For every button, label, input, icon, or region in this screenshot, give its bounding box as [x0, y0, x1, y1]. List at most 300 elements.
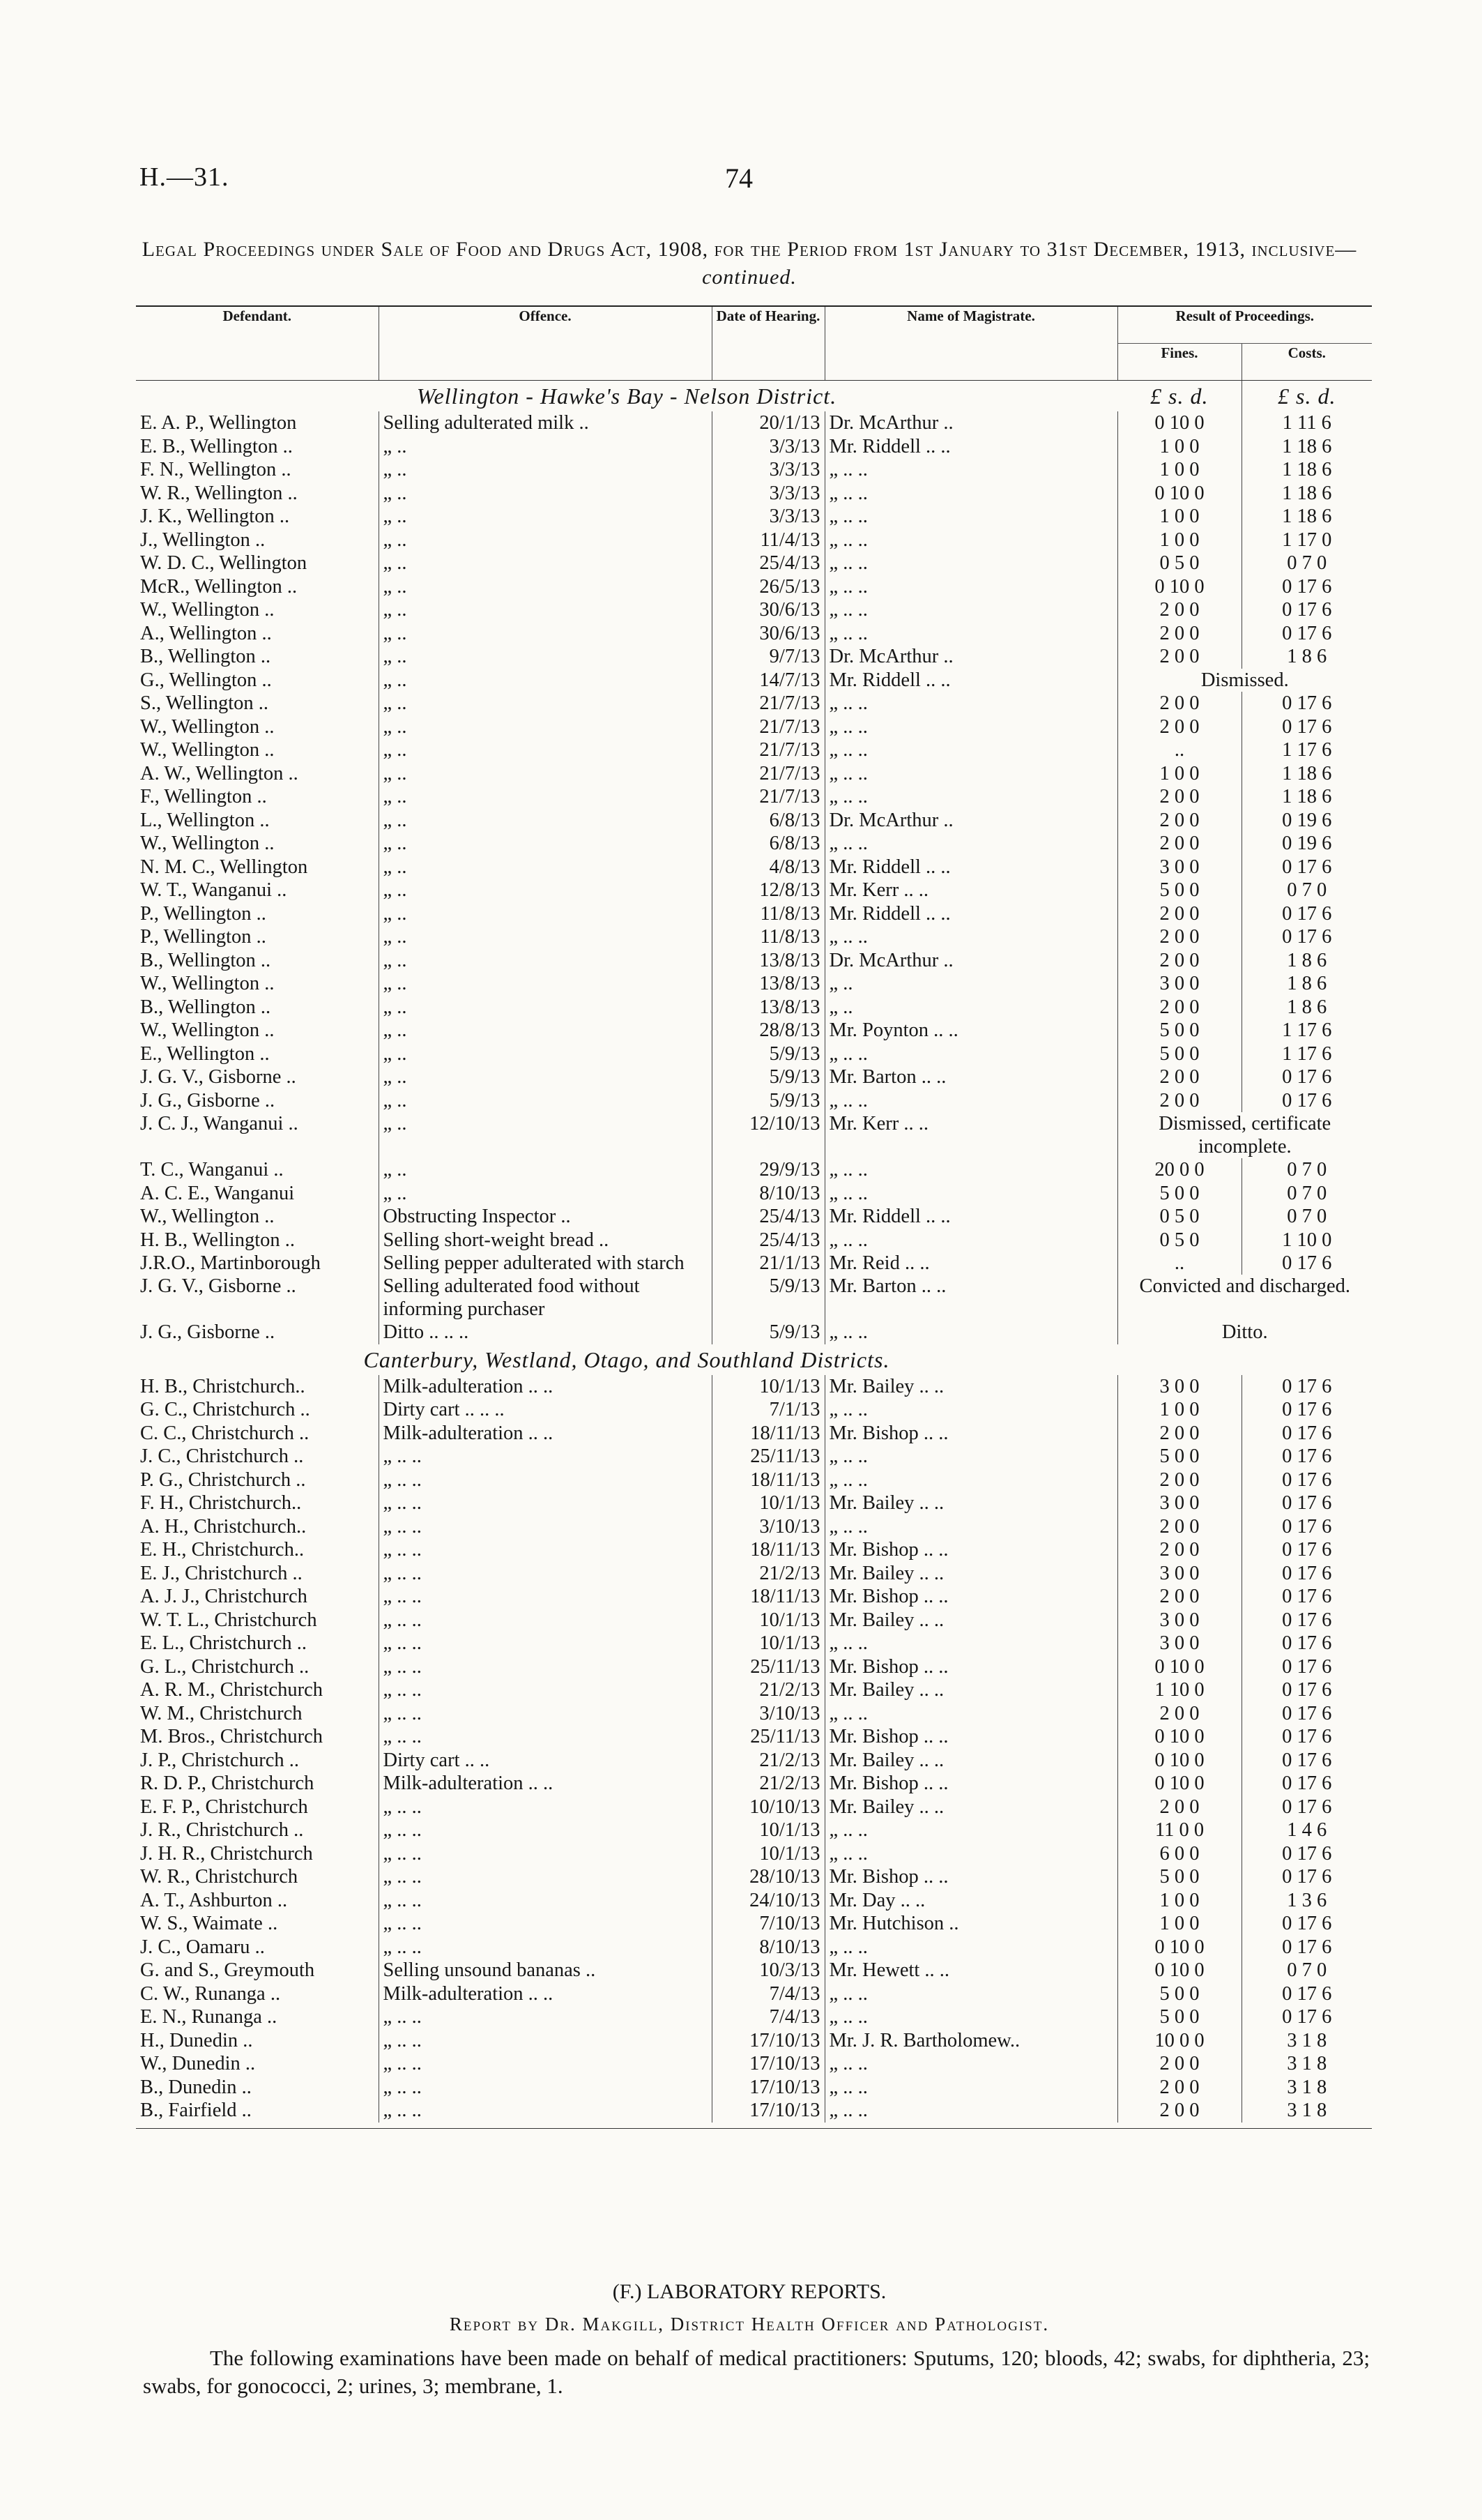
fines-cell: 3 0 0 — [1117, 1632, 1242, 1655]
fines-cell: 10 0 0 — [1117, 2029, 1242, 2053]
defendant-cell: W. T., Wanganui .. — [136, 879, 379, 902]
magistrate-cell: „ .. .. — [825, 738, 1117, 762]
table-row — [136, 1042, 1372, 1066]
offence-cell: Milk-adulteration .. .. — [379, 1772, 712, 1796]
costs-cell: 0 17 6 — [1282, 1562, 1332, 1584]
fines-cell: 2 0 0 — [1117, 1702, 1242, 1726]
costs-cell: 0 17 6 — [1282, 1539, 1332, 1561]
fines-cell: 1 0 0 — [1117, 1912, 1242, 1936]
offence-cell: „ .. — [379, 785, 712, 809]
defendant-cell: J. R., Christchurch .. — [136, 1819, 379, 1842]
costs-cell: 0 17 6 — [1282, 1586, 1332, 1607]
offence-cell: „ .. — [379, 949, 712, 973]
costs-cell: 0 17 6 — [1282, 1982, 1332, 2005]
offence-cell: „ .. .. — [379, 1468, 712, 1492]
region-heading-row — [136, 1344, 1372, 1375]
magistrate-cell: „ .. .. — [825, 1842, 1117, 1866]
offence-cell: „ .. — [379, 832, 712, 856]
magistrate-cell: „ .. .. — [825, 1468, 1117, 1492]
date-cell: 9/7/13 — [712, 645, 825, 669]
table-row — [136, 1796, 1372, 1819]
fines-cell: 2 0 0 — [1117, 785, 1242, 809]
costs-cell: 1 17 6 — [1282, 1019, 1332, 1041]
table-row — [136, 1375, 1372, 1399]
defendant-cell: J. C., Oamaru .. — [136, 1936, 379, 1959]
costs-cell: 1 18 6 — [1282, 506, 1332, 527]
table-row — [136, 1398, 1372, 1422]
report-code: H.—31. — [139, 162, 229, 192]
offence-cell: „ .. .. — [379, 1632, 712, 1655]
date-cell: 7/10/13 — [712, 1912, 825, 1936]
fines-cell: 2 0 0 — [1117, 622, 1242, 646]
table-row — [136, 1422, 1372, 1445]
date-cell: 13/8/13 — [712, 972, 825, 996]
costs-cell: 0 17 6 — [1282, 575, 1332, 598]
fines-cell: 2 0 0 — [1117, 1538, 1242, 1562]
costs-cell: 0 17 6 — [1282, 1468, 1332, 1491]
date-cell: 12/8/13 — [712, 879, 825, 902]
offence-cell: „ .. .. — [379, 2052, 712, 2076]
table-row — [136, 458, 1372, 482]
defendant-cell: M. Bros., Christchurch — [136, 1725, 379, 1749]
defendant-cell: B., Wellington .. — [136, 996, 379, 1019]
defendant-cell: E. J., Christchurch .. — [136, 1562, 379, 1586]
date-cell: 28/8/13 — [712, 1019, 825, 1042]
date-cell: 5/9/13 — [712, 1042, 825, 1066]
defendant-cell: W. R., Wellington .. — [136, 482, 379, 506]
defendant-cell: W., Wellington .. — [136, 738, 379, 762]
date-cell: 21/7/13 — [712, 692, 825, 715]
offence-cell: „ .. .. — [379, 1796, 712, 1819]
date-cell: 25/4/13 — [712, 1229, 825, 1252]
fines-cell: 0 10 0 — [1117, 1936, 1242, 1959]
offence-cell: „ .. — [379, 715, 712, 739]
magistrate-cell: „ .. .. — [825, 1632, 1117, 1655]
date-cell: 25/11/13 — [712, 1445, 825, 1468]
offence-cell: „ .. .. — [379, 1678, 712, 1702]
costs-cell: 0 17 6 — [1282, 1842, 1332, 1865]
defendant-cell: E. L., Christchurch .. — [136, 1632, 379, 1655]
table-row — [136, 1019, 1372, 1042]
costs-cell: 0 17 6 — [1282, 1422, 1332, 1444]
fines-cell: 2 0 0 — [1117, 832, 1242, 856]
magistrate-cell: „ .. .. — [825, 785, 1117, 809]
date-cell: 25/4/13 — [712, 1205, 825, 1229]
fines-cell: 1 0 0 — [1117, 505, 1242, 529]
table-row — [136, 879, 1372, 902]
offence-cell: „ .. — [379, 622, 712, 646]
table-row — [136, 1205, 1372, 1229]
costs-cell: 0 17 6 — [1282, 1702, 1332, 1724]
magistrate-cell: „ .. .. — [825, 1982, 1117, 2006]
fines-cell: 5 0 0 — [1117, 1445, 1242, 1468]
table-row — [136, 1912, 1372, 1936]
col-costs: Costs. — [1242, 344, 1372, 381]
table-row — [136, 1655, 1372, 1679]
fines-cell: 5 0 0 — [1117, 1865, 1242, 1889]
table-row — [136, 809, 1372, 833]
region-heading: Canterbury, Westland, Otago, and Southland Districts. — [363, 1346, 890, 1372]
magistrate-cell: Mr. Bailey .. .. — [825, 1562, 1117, 1586]
costs-cell: 0 7 0 — [1287, 879, 1327, 901]
offence-cell: Selling short-weight bread .. — [379, 1229, 712, 1252]
date-cell: 28/10/13 — [712, 1865, 825, 1889]
date-cell: 17/10/13 — [712, 2099, 825, 2123]
magistrate-cell: Mr. J. R. Bartholomew.. — [825, 2029, 1117, 2053]
costs-cell: 1 11 6 — [1282, 412, 1331, 434]
fines-cell: 2 0 0 — [1117, 598, 1242, 622]
date-cell: 18/11/13 — [712, 1538, 825, 1562]
date-cell: 18/11/13 — [712, 1585, 825, 1609]
fines-cell: 5 0 0 — [1117, 2005, 1242, 2029]
costs-cell: 0 17 6 — [1282, 1726, 1332, 1747]
fines-cell: .. — [1117, 738, 1242, 762]
defendant-cell: W., Wellington .. — [136, 972, 379, 996]
table-row — [136, 669, 1372, 692]
offence-cell: „ .. .. — [379, 1702, 712, 1726]
table-row — [136, 1632, 1372, 1655]
date-cell: 6/8/13 — [712, 832, 825, 856]
offence-cell: Dirty cart .. .. — [379, 1749, 712, 1773]
offence-cell: „ .. — [379, 738, 712, 762]
date-cell: 7/1/13 — [712, 1398, 825, 1422]
defendant-cell: H. B., Christchurch.. — [136, 1375, 379, 1399]
defendant-cell: J. G., Gisborne .. — [136, 1089, 379, 1113]
costs-cell: 1 3 6 — [1287, 1889, 1327, 1911]
costs-unit: £ s. d. — [1278, 384, 1336, 409]
costs-cell: 0 17 6 — [1282, 926, 1332, 948]
offence-cell: „ .. — [379, 529, 712, 552]
fines-cell: 0 10 0 — [1117, 1959, 1242, 1982]
date-cell: 5/9/13 — [712, 1321, 825, 1344]
costs-cell: 1 17 6 — [1282, 1042, 1332, 1065]
date-cell: 21/2/13 — [712, 1749, 825, 1773]
magistrate-cell: Mr. Riddell .. .. — [825, 856, 1117, 879]
table-row — [136, 1321, 1372, 1344]
table-row — [136, 949, 1372, 973]
date-cell: 6/8/13 — [712, 809, 825, 833]
defendant-cell: W. R., Christchurch — [136, 1865, 379, 1889]
table-row — [136, 2052, 1372, 2076]
costs-cell: 3 1 8 — [1287, 2029, 1327, 2051]
offence-cell: „ .. — [379, 879, 712, 902]
magistrate-cell: „ .. .. — [825, 1936, 1117, 1959]
table-row — [136, 1982, 1372, 2006]
table-row — [136, 996, 1372, 1019]
offence-cell: Selling adulterated milk .. — [379, 411, 712, 435]
magistrate-cell: „ .. .. — [825, 1819, 1117, 1842]
offence-cell: „ .. .. — [379, 2099, 712, 2123]
date-cell: 5/9/13 — [712, 1065, 825, 1089]
magistrate-cell: „ .. .. — [825, 2099, 1117, 2123]
fines-cell: 2 0 0 — [1117, 1585, 1242, 1609]
costs-cell: 0 7 0 — [1287, 1159, 1327, 1181]
fines-cell: 3 0 0 — [1117, 1609, 1242, 1632]
magistrate-cell: Mr. Riddell .. .. — [825, 1205, 1117, 1229]
magistrate-cell: Mr. Riddell .. .. — [825, 435, 1117, 459]
fines-cell: 6 0 0 — [1117, 1842, 1242, 1866]
defendant-cell: T. C., Wanganui .. — [136, 1158, 379, 1182]
table-row — [136, 925, 1372, 949]
offence-cell: „ .. — [379, 552, 712, 575]
table-row — [136, 1229, 1372, 1252]
costs-cell: 0 17 6 — [1282, 1632, 1332, 1654]
offence-cell: „ .. — [379, 972, 712, 996]
defendant-cell: F. H., Christchurch.. — [136, 1491, 379, 1515]
lab-subheading: Report by Dr. Makgill, District Health Officer and Pathologist. — [449, 2314, 1050, 2335]
defendant-cell: J., Wellington .. — [136, 529, 379, 552]
magistrate-cell: Mr. Bailey .. .. — [825, 1375, 1117, 1399]
date-cell: 25/11/13 — [712, 1655, 825, 1679]
defendant-cell: B., Wellington .. — [136, 949, 379, 973]
date-cell: 17/10/13 — [712, 2052, 825, 2076]
defendant-cell: B., Fairfield .. — [136, 2099, 379, 2123]
col-fines: Fines. — [1117, 344, 1242, 381]
table-row — [136, 1491, 1372, 1515]
date-cell: 7/4/13 — [712, 2005, 825, 2029]
costs-cell: 0 17 6 — [1282, 1936, 1332, 1958]
defendant-cell: J. G. V., Gisborne .. — [136, 1275, 379, 1321]
magistrate-cell: „ .. .. — [825, 598, 1117, 622]
result-merged-cell: Convicted and discharged. — [1139, 1275, 1351, 1297]
offence-cell: Ditto .. .. .. — [379, 1321, 712, 1344]
table-row — [136, 1725, 1372, 1749]
fines-cell: 1 0 0 — [1117, 435, 1242, 459]
date-cell: 10/1/13 — [712, 1491, 825, 1515]
magistrate-cell: „ .. .. — [825, 1042, 1117, 1066]
defendant-cell: E., Wellington .. — [136, 1042, 379, 1066]
fines-unit: £ s. d. — [1117, 381, 1242, 412]
date-cell: 8/10/13 — [712, 1936, 825, 1959]
defendant-cell: E. F. P., Christchurch — [136, 1796, 379, 1819]
magistrate-cell: Mr. Bishop .. .. — [825, 1655, 1117, 1679]
magistrate-cell: „ .. .. — [825, 2052, 1117, 2076]
magistrate-cell: Mr. Bailey .. .. — [825, 1491, 1117, 1515]
table-row — [136, 1819, 1372, 1842]
defendant-cell: J. G. V., Gisborne .. — [136, 1065, 379, 1089]
fines-cell: 1 10 0 — [1117, 1678, 1242, 1702]
table-row — [136, 2076, 1372, 2100]
defendant-cell: G. L., Christchurch .. — [136, 1655, 379, 1679]
offence-cell: „ .. .. — [379, 1725, 712, 1749]
costs-cell: 0 7 0 — [1287, 1206, 1327, 1227]
magistrate-cell: „ .. .. — [825, 762, 1117, 786]
offence-cell: „ .. — [379, 762, 712, 786]
fines-cell: 0 10 0 — [1117, 411, 1242, 435]
offence-cell: „ .. .. — [379, 1491, 712, 1515]
costs-cell: 1 17 0 — [1282, 529, 1332, 551]
date-cell: 25/4/13 — [712, 552, 825, 575]
date-cell: 20/1/13 — [712, 411, 825, 435]
offence-cell: Milk-adulteration .. .. — [379, 1422, 712, 1445]
region-heading: Wellington - Hawke's Bay - Nelson District. — [416, 384, 837, 409]
table-row — [136, 762, 1372, 786]
defendant-cell: A. R. M., Christchurch — [136, 1678, 379, 1702]
table-row — [136, 1936, 1372, 1959]
defendant-cell: A., Wellington .. — [136, 622, 379, 646]
offence-cell: „ .. — [379, 856, 712, 879]
fines-cell: 3 0 0 — [1117, 1491, 1242, 1515]
magistrate-cell: „ .. — [825, 972, 1117, 996]
defendant-cell: W., Wellington .. — [136, 1205, 379, 1229]
defendant-cell: A. J. J., Christchurch — [136, 1585, 379, 1609]
magistrate-cell: „ .. .. — [825, 505, 1117, 529]
magistrate-cell: „ .. .. — [825, 622, 1117, 646]
table-row — [136, 529, 1372, 552]
defendant-cell: W. S., Waimate .. — [136, 1912, 379, 1936]
lab-paragraph: The following examinations have been made on behalf of medical practitioners: Sputums, 120; bloods, 42; swabs, for diphtheria, 23; swabs, for gonococci, 2; urines, 3; membrane, 1. — [143, 2346, 1370, 2398]
date-cell: 13/8/13 — [712, 949, 825, 973]
costs-cell: 0 17 6 — [1282, 1399, 1332, 1420]
table-row — [136, 622, 1372, 646]
table-row — [136, 972, 1372, 996]
fines-cell: 20 0 0 — [1117, 1158, 1242, 1182]
table-row — [136, 1702, 1372, 1726]
magistrate-cell: Dr. McArthur .. — [825, 411, 1117, 435]
magistrate-cell: „ .. .. — [825, 458, 1117, 482]
defendant-cell: B., Wellington .. — [136, 645, 379, 669]
offence-cell: „ .. — [379, 1065, 712, 1089]
magistrate-cell: „ .. .. — [825, 1321, 1117, 1344]
defendant-cell: W., Dunedin .. — [136, 2052, 379, 2076]
table-row — [136, 1515, 1372, 1539]
offence-cell: „ .. .. — [379, 1819, 712, 1842]
table-row — [136, 598, 1372, 622]
fines-cell: 3 0 0 — [1117, 1375, 1242, 1399]
table-row — [136, 1252, 1372, 1275]
fines-cell: 2 0 0 — [1117, 809, 1242, 833]
defendant-cell: G. C., Christchurch .. — [136, 1398, 379, 1422]
date-cell: 30/6/13 — [712, 598, 825, 622]
magistrate-cell: Dr. McArthur .. — [825, 949, 1117, 973]
table-row — [136, 1772, 1372, 1796]
costs-cell: 0 17 6 — [1282, 856, 1332, 878]
costs-cell: 1 8 6 — [1287, 996, 1327, 1018]
date-cell: 17/10/13 — [712, 2076, 825, 2100]
magistrate-cell: Mr. Bishop .. .. — [825, 1772, 1117, 1796]
table-row — [136, 1275, 1372, 1321]
date-cell: 21/7/13 — [712, 762, 825, 786]
fines-cell: 2 0 0 — [1117, 645, 1242, 669]
magistrate-cell: Mr. Riddell .. .. — [825, 669, 1117, 692]
table-row — [136, 1609, 1372, 1632]
defendant-cell: L., Wellington .. — [136, 809, 379, 833]
defendant-cell: A. T., Ashburton .. — [136, 1889, 379, 1913]
table-row — [136, 505, 1372, 529]
costs-cell: 1 8 6 — [1287, 949, 1327, 971]
defendant-cell: E. B., Wellington .. — [136, 435, 379, 459]
costs-cell: 0 17 6 — [1282, 1773, 1332, 1794]
offence-cell: Obstructing Inspector .. — [379, 1205, 712, 1229]
table-row — [136, 482, 1372, 506]
offence-cell: „ .. — [379, 1112, 712, 1158]
fines-cell: 0 10 0 — [1117, 1749, 1242, 1773]
offence-cell: „ .. — [379, 458, 712, 482]
date-cell: 21/2/13 — [712, 1678, 825, 1702]
date-cell: 10/10/13 — [712, 1796, 825, 1819]
offence-cell: „ .. — [379, 1158, 712, 1182]
costs-cell: 0 17 6 — [1282, 1515, 1332, 1538]
offence-cell: „ .. — [379, 925, 712, 949]
table-row — [136, 2005, 1372, 2029]
date-cell: 21/7/13 — [712, 715, 825, 739]
date-cell: 3/3/13 — [712, 435, 825, 459]
date-cell: 10/1/13 — [712, 1609, 825, 1632]
date-cell: 3/3/13 — [712, 458, 825, 482]
magistrate-cell: Mr. Poynton .. .. — [825, 1019, 1117, 1042]
offence-cell: „ .. — [379, 482, 712, 506]
magistrate-cell: Mr. Hutchison .. — [825, 1912, 1117, 1936]
offence-cell: Selling unsound bananas .. — [379, 1959, 712, 1982]
fines-cell: 3 0 0 — [1117, 1562, 1242, 1586]
defendant-cell: A. H., Christchurch.. — [136, 1515, 379, 1539]
date-cell: 18/11/13 — [712, 1422, 825, 1445]
fines-cell: 1 0 0 — [1117, 1398, 1242, 1422]
defendant-cell: W. D. C., Wellington — [136, 552, 379, 575]
table-row — [136, 832, 1372, 856]
offence-cell: „ .. — [379, 598, 712, 622]
costs-cell: 0 17 6 — [1282, 1866, 1332, 1888]
region-heading-row — [136, 381, 1372, 412]
table-row — [136, 645, 1372, 669]
magistrate-cell: Mr. Kerr .. .. — [825, 1112, 1117, 1158]
title-continued: continued. — [702, 266, 797, 289]
defendant-cell: E. H., Christchurch.. — [136, 1538, 379, 1562]
proceedings-table — [136, 305, 1372, 2123]
fines-cell: 2 0 0 — [1117, 2076, 1242, 2100]
date-cell: 3/3/13 — [712, 482, 825, 506]
blank-cell — [1117, 1344, 1372, 1375]
date-cell: 3/10/13 — [712, 1515, 825, 1539]
magistrate-cell: „ .. .. — [825, 1702, 1117, 1726]
date-cell: 7/4/13 — [712, 1982, 825, 2006]
date-cell: 11/8/13 — [712, 925, 825, 949]
magistrate-cell: Mr. Bailey .. .. — [825, 1678, 1117, 1702]
table-row — [136, 1562, 1372, 1586]
offence-cell: „ .. .. — [379, 1889, 712, 1913]
costs-cell: 1 18 6 — [1282, 786, 1332, 807]
defendant-cell: J. G., Gisborne .. — [136, 1321, 379, 1344]
magistrate-cell: Mr. Bishop .. .. — [825, 1865, 1117, 1889]
costs-cell: 1 18 6 — [1282, 762, 1332, 784]
costs-cell: 0 7 0 — [1287, 1959, 1327, 1981]
costs-cell: 0 17 6 — [1282, 1749, 1332, 1771]
fines-cell: 5 0 0 — [1117, 879, 1242, 902]
table-row — [136, 1112, 1372, 1158]
magistrate-cell: Dr. McArthur .. — [825, 645, 1117, 669]
magistrate-cell: Mr. Bishop .. .. — [825, 1422, 1117, 1445]
date-cell: 21/2/13 — [712, 1562, 825, 1586]
date-cell: 30/6/13 — [712, 622, 825, 646]
date-cell: 21/7/13 — [712, 785, 825, 809]
defendant-cell: J. H. R., Christchurch — [136, 1842, 379, 1866]
costs-cell: 0 17 6 — [1282, 715, 1332, 738]
costs-cell: 0 17 6 — [1282, 1089, 1332, 1111]
section-rule — [136, 2128, 1372, 2129]
offence-cell: „ .. — [379, 1089, 712, 1113]
offence-cell: Milk-adulteration .. .. — [379, 1982, 712, 2006]
offence-cell: „ .. — [379, 809, 712, 833]
offence-cell: „ .. .. — [379, 2076, 712, 2100]
defendant-cell: P. G., Christchurch .. — [136, 1468, 379, 1492]
date-cell: 12/10/13 — [712, 1112, 825, 1158]
defendant-cell: F., Wellington .. — [136, 785, 379, 809]
fines-cell: 2 0 0 — [1117, 2052, 1242, 2076]
lab-heading: (F.) LABORATORY REPORTS. — [612, 2280, 887, 2303]
table-row — [136, 411, 1372, 435]
magistrate-cell: „ .. .. — [825, 2076, 1117, 2100]
fines-cell: 1 0 0 — [1117, 762, 1242, 786]
